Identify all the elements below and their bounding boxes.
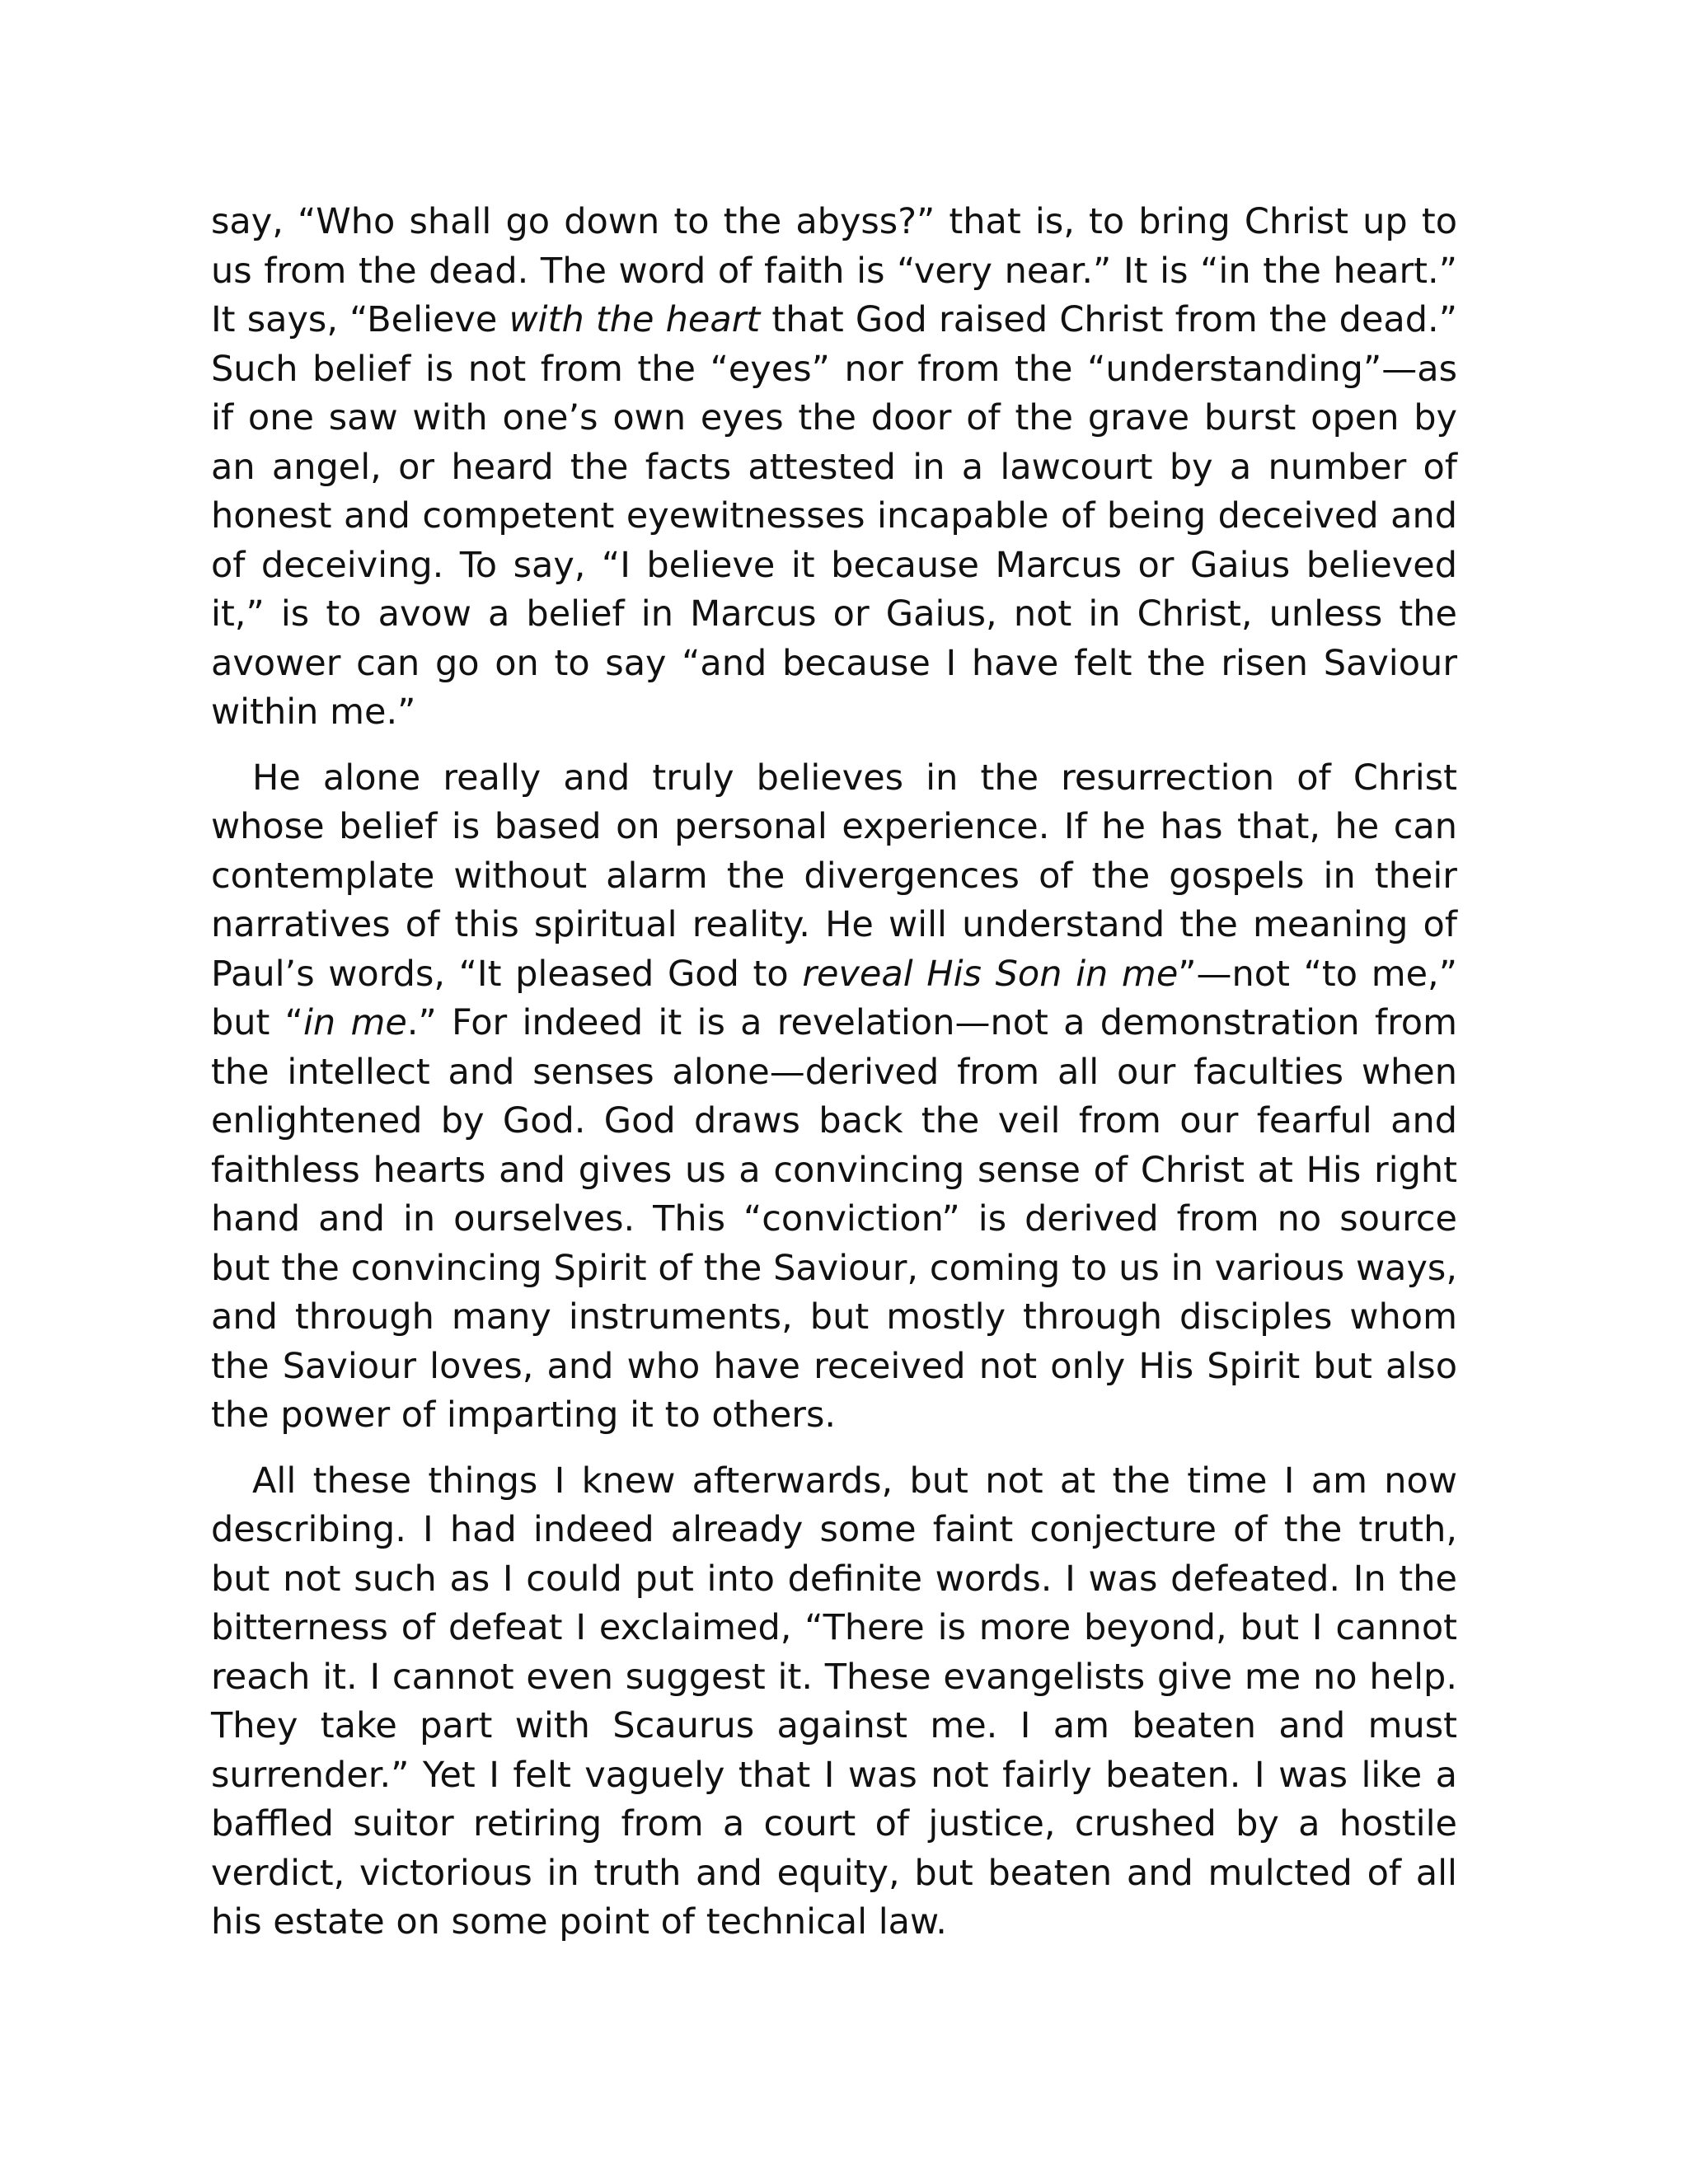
body-text (211, 198, 1457, 1964)
paragraph-2-italic-reveal: reveal His Son in me (802, 953, 1179, 995)
paragraph-2 (211, 754, 1457, 1441)
paragraph-1-text-continued: that God raised Christ from the dead.” Such belief is not from the “eyes” nor from the “understanding”—as if one saw with one’s own eyes the door of the grave burst open by an angel, or heard the facts attested in a lawcourt by a number of honest and competent eyewitnesses incapable of being deceived and of deceiving. To say, “I believe it because Marcus or Gaius believed it,” is to avow a belief in Marcus or Gaius, not in Christ, unless the avower can go on to say “and because I have felt the risen Saviour within me.” (211, 299, 1457, 733)
paragraph-2-italic-in-me: in me (302, 1002, 407, 1043)
paragraph-1 (211, 198, 1457, 738)
paragraph-2-text-end: .” For indeed it is a revelation—not a demonstration from the intellect and senses alone—derived from all our faculties when enlightened by God. God draws back the veil from our fearful and faithless hearts and gives us a convincing sense of Christ at His right hand and in ourselves. This “conviction” is derived from no source but the convincing Spirit of the Saviour, coming to us in various ways, and through many instruments, but mostly through disciples whom the Saviour loves, and who have received not only His Spirit but also the power of imparting it to others. (211, 1002, 1457, 1436)
paragraph-1-text: say, “Who shall go down to the abyss?” that is, to bring Christ up to us from the dead. The word of faith is “very near.” It is “in the heart.” It says, “Believe (211, 201, 1457, 340)
paragraph-3-text: All these things I knew afterwards, but not at the time I am now describing. I had indeed already some faint conjecture of the truth, but not such as I could put into definite words. I was defeated. In the bitterness of defeat I exclaimed, “There is more beyond, but I cannot reach it. I cannot even suggest it. These evangelists give me no help. They take part with Scaurus against me. I am beaten and must surrender.” Yet I felt vaguely that I was not fairly beaten. I was like a baffled suitor retiring from a court of justice, crushed by a hostile verdict, victorious in truth and equity, but beaten and mulcted of all his estate on some point of technical law. (211, 1460, 1457, 1943)
paragraph-3 (211, 1457, 1457, 1947)
paragraph-2-text: He alone really and truly believes in the resurrection of Christ whose belief is based on personal experience. If he has that, he can contemplate without alarm the divergences of the gospels in their narratives of this spiritual reality. He will understand the meaning of Paul’s words, “It pleased God to (211, 757, 1457, 995)
paragraph-1-italic-with-the-heart: with the heart (509, 299, 761, 340)
paragraph-2-text-middle: ”—not “to me,” but “ (211, 953, 1457, 1043)
